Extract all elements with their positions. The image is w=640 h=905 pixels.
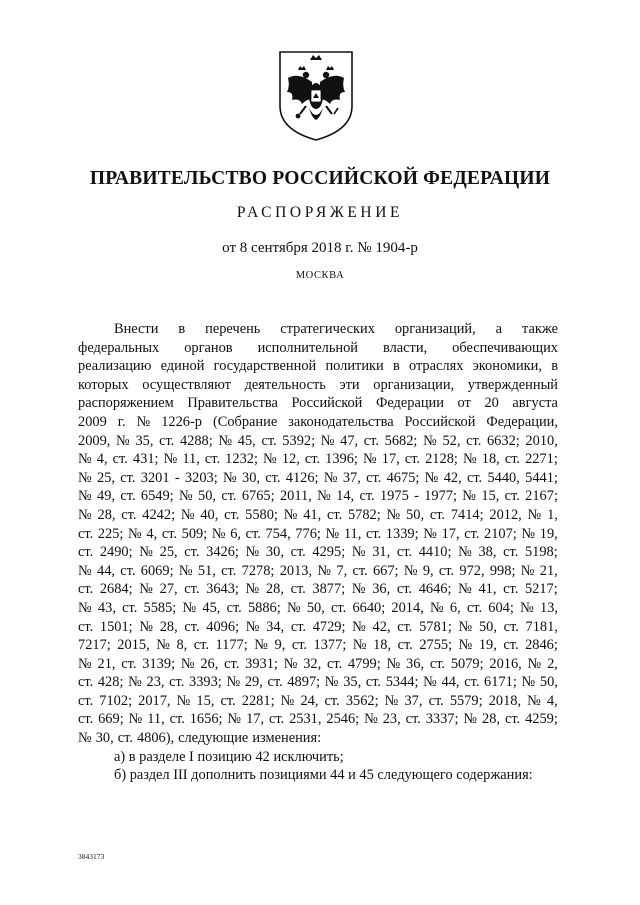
document-body — [78, 320, 558, 785]
body-line: ст. 1501; № 28, ст. 4096; № 34, ст. 4729; № 42, ст. 5781; № 50, ст. 7181, — [78, 618, 558, 635]
body-line: № 21, ст. 3139; № 26, ст. 3931; № 32, ст. 4799; № 36, ст. 5079; 2016, № 2, — [78, 655, 558, 672]
body-line: федеральных органов исполнительной власти, обеспечивающих — [78, 339, 558, 356]
body-line: ст. 428; № 23, ст. 3393; № 29, ст. 4897; № 35, ст. 5344; № 44, ст. 6171; № 50, — [78, 674, 558, 691]
body-line: Внести в перечень стратегических организаций, а также — [114, 321, 558, 337]
body-line: ст. 225; № 4, ст. 509; № 6, ст. 754, 776; № 11, ст. 1339; № 17, ст. 2107; № 19, — [78, 525, 558, 542]
body-line: № 4, ст. 431; № 11, ст. 1232; № 12, ст. 1396; № 17, ст. 2128; № 18, ст. 2271; — [78, 451, 558, 468]
document-type: РАСПОРЯЖЕНИЕ — [236, 204, 404, 221]
body-line: 2009, № 35, ст. 4288; № 45, ст. 5392; № 47, ст. 5682; № 52, ст. 6632; 2010, — [78, 432, 558, 449]
body-line: 2009 г. № 1226-р (Собрание законодательства Российской Федерации, — [78, 413, 558, 430]
document-code: 3843173 — [78, 852, 105, 861]
body-line: № 25, ст. 3201 - 3203; № 30, ст. 4126; № 37, ст. 4675; № 42, ст. 5440, 5441; — [78, 469, 558, 486]
list-item: б) раздел III дополнить позициями 44 и 45 следующего содержания: — [114, 767, 533, 784]
body-line: ст. 669; № 11, ст. 1656; № 17, ст. 2531, 2546; № 23, ст. 3337; № 28, ст. 4259; — [78, 711, 558, 728]
coat-of-arms-emblem — [276, 48, 356, 142]
document-date-number: от 8 сентября 2018 г. № 1904-р — [222, 240, 418, 256]
body-line: ст. 2490; № 25, ст. 3426; № 30, ст. 4295; № 31, ст. 4410; № 38, ст. 5198; — [78, 544, 558, 561]
body-line: которых осуществляют деятельность эти организации, утвержденный — [78, 376, 558, 393]
government-title: ПРАВИТЕЛЬСТВО РОССИЙСКОЙ ФЕДЕРАЦИИ — [89, 168, 551, 189]
body-line: № 43, ст. 5585; № 45, ст. 5886; № 50, ст. 6640; 2014, № 6, ст. 604; № 13, — [78, 599, 558, 616]
body-line: № 28, ст. 4242; № 40, ст. 5580; № 41, ст. 5782; № 50, ст. 7414; 2012, № 1, — [78, 506, 558, 523]
list-item: а) в разделе I позицию 42 исключить; — [114, 748, 344, 765]
body-line: реализацию единой государственной политики в отраслях экономики, в — [78, 358, 558, 375]
body-line: № 44, ст. 6069; № 51, ст. 7278; 2013, № 7, ст. 667; № 9, ст. 972, 998; № 21, — [78, 562, 558, 579]
body-line: № 49, ст. 6549; № 50, ст. 6765; 2011, № 14, ст. 1975 - 1977; № 15, ст. 2167; — [78, 488, 558, 505]
body-line: ст. 2684; № 27, ст. 3643; № 28, ст. 3877; № 36, ст. 4646; № 41, ст. 5217; — [78, 581, 558, 598]
body-line: 7217; 2015, № 8, ст. 1177; № 9, ст. 1377; № 18, ст. 2755; № 19, ст. 2846; — [78, 637, 558, 654]
city-label: МОСКВА — [295, 270, 345, 281]
body-line: распоряжением Правительства Российской Федерации от 20 августа — [78, 395, 558, 412]
body-line: ст. 7102; 2017, № 15, ст. 2281; № 24, ст. 3562; № 37, ст. 5579; 2018, № 4, — [78, 692, 558, 709]
body-line: № 30, ст. 4806), следующие изменения: — [78, 730, 322, 747]
